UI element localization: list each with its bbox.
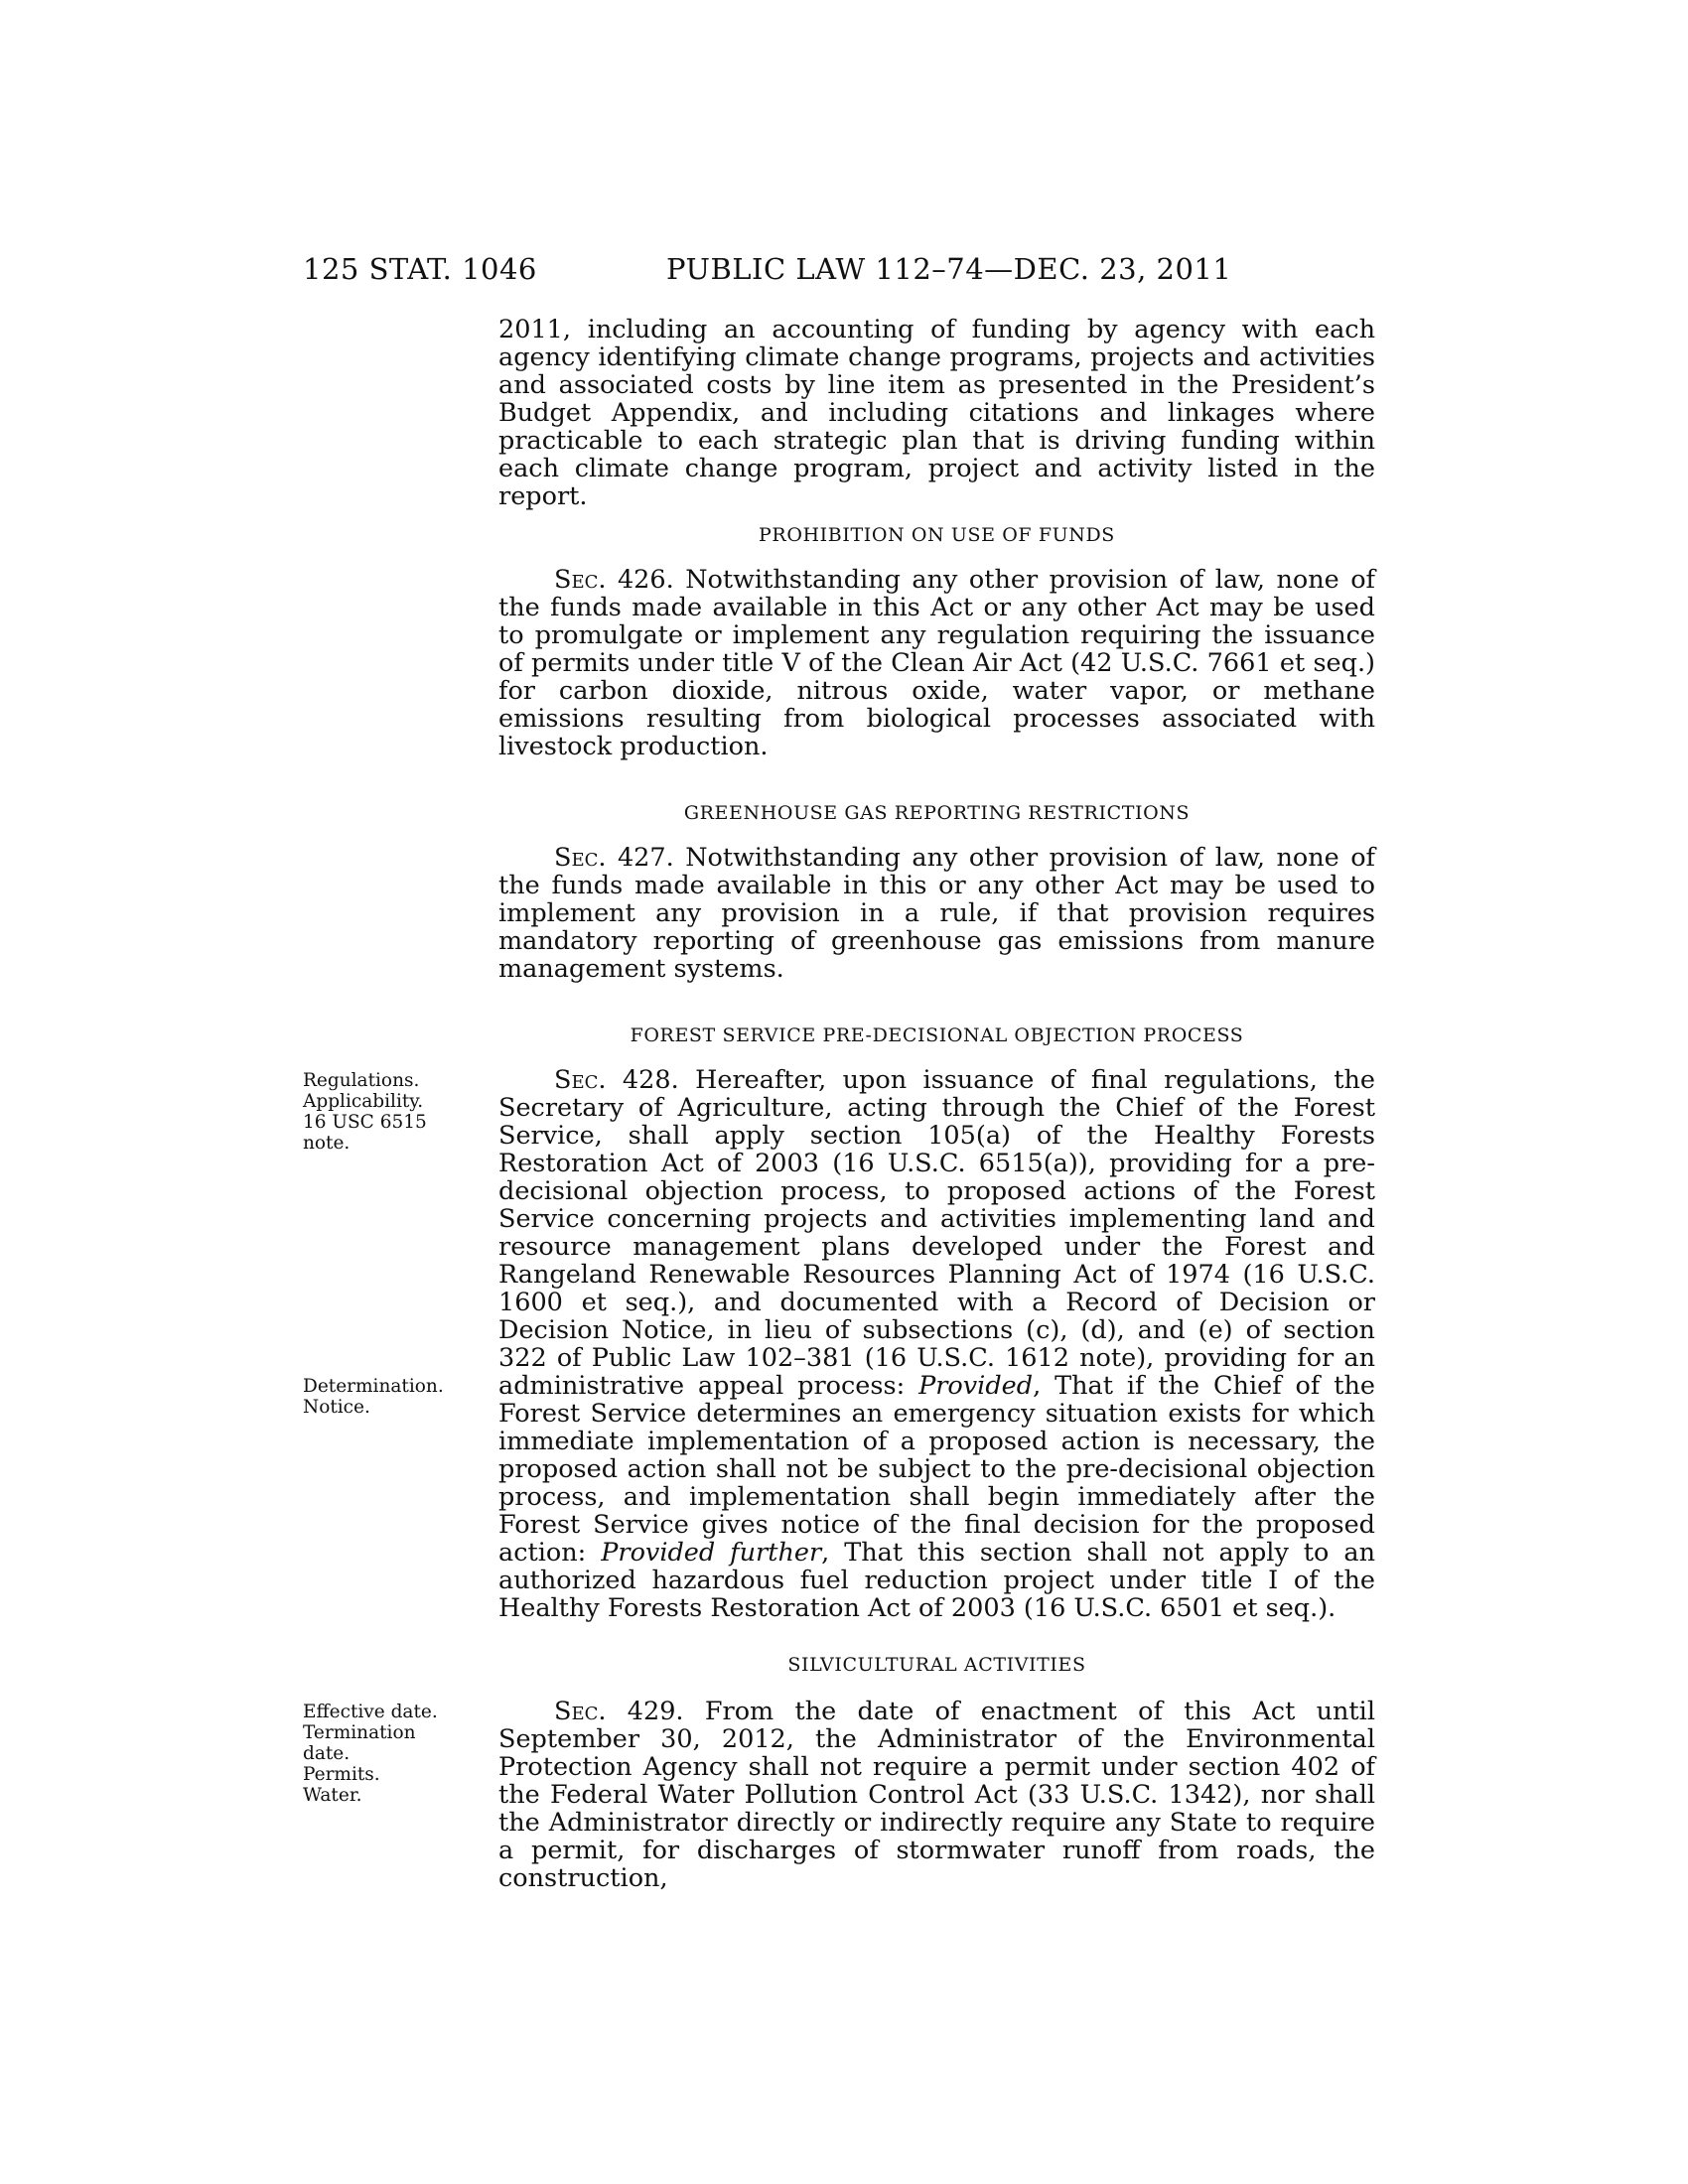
proviso-further-italic: Provided further	[601, 1538, 822, 1568]
margin-note-429	[303, 1702, 462, 1806]
margin-note-line: Determination.	[303, 1376, 444, 1397]
section-text-part-a: Hereafter, upon issuance of final regulations, the Secretary of Agriculture, acting through the Chief of the Forest Service, shall apply section 105(a) of the Healthy Forests Restoration Act of 2003 (16 U.S.C. 6515(a)), providing for a pre-decisional objection process, to proposed actions of the Forest Service concerning projects and activities implementing land and resource management plans developed under the Forest and Rangeland Renewable Resources Planning Act of 1974 (16 U.S.C. 1600 et seq.), and documented with a Record of Decision or Decision Notice, in lieu of subsections (c), (d), and (e) of section 322 of Public Law 102–381 (16 U.S.C. 1612 note), providing for an administrative appeal process:	[498, 1065, 1376, 1401]
section-text: Notwithstanding any other provision of law, none of the funds made available in this Act or any other Act may be used to promulgate or implement any regulation requiring the issuance of permits under title V of the Clean Air Act (42 U.S.C. 7661 et seq.) for carbon dioxide, nitrous oxide, water vapor, or methane emissions resulting from biological processes associated with livestock production.	[498, 565, 1375, 761]
margin-note-428-determination	[303, 1376, 462, 1418]
margin-note-428-regulations	[303, 1070, 462, 1154]
section-number: 428.	[622, 1065, 679, 1095]
margin-note-line: date.	[303, 1743, 351, 1764]
section-427-paragraph	[498, 844, 1375, 983]
public-law-citation: PUBLIC LAW 112–74—DEC. 23, 2011	[666, 252, 1232, 286]
margin-note-line: 16 USC 6515	[303, 1112, 427, 1133]
proviso-italic: Provided	[918, 1371, 1034, 1401]
section-426-paragraph	[498, 566, 1375, 760]
stat-page-number: 125 STAT. 1046	[303, 252, 537, 286]
section-427-heading: GREENHOUSE GAS REPORTING RESTRICTIONS	[683, 802, 1191, 824]
section-text-part-c: , That this section shall not apply to an authorized hazardous fuel reduction project under title I of the Healthy Forests Restoration Act of 2003 (16 U.S.C. 6501 et seq.).	[498, 1538, 1375, 1623]
section-text-part-b: , That if the Chief of the Forest Service determines an emergency situation exists for which immediate implementation of a proposed action is necessary, the proposed action shall not be subject to the pre-decisional objection process, and implementation shall begin immediately after the Forest Service gives notice of the final decision for the proposed action:	[498, 1371, 1375, 1568]
margin-note-line: Regulations.	[303, 1070, 420, 1091]
margin-note-line: Termination	[303, 1722, 416, 1743]
section-429-block	[498, 1698, 1375, 1892]
sec-label: Sec.	[554, 843, 607, 873]
section-number: 426.	[617, 565, 674, 595]
margin-note-line: Effective date.	[303, 1702, 438, 1722]
section-426-block	[498, 566, 1375, 760]
continuation-paragraph: 2011, including an accounting of funding by agency with each agency identifying climate change programs, projects and activities and associated costs by line item as presented in the President’s Budget Appendix, and including citations and linkages where practicable to each strategic plan that is driving funding within each climate change program, project and activity listed in the report.	[498, 315, 1375, 511]
section-text: From the date of enactment of this Act until September 30, 2012, the Administrator of the Environmental Protection Agency shall not require a permit under section 402 of the Federal Water Pollution Control Act (33 U.S.C. 1342), nor shall the Administrator directly or indirectly require any State to require a permit, for discharges of stormwater runoff from roads, the construction,	[498, 1697, 1375, 1893]
section-429-heading: SILVICULTURAL ACTIVITIES	[787, 1654, 1086, 1676]
section-text: Notwithstanding any other provision of law, none of the funds made available in this or any other Act may be used to implement any provision in a rule, if that provision requires mandatory reporting of greenhouse gas emissions from manure management systems.	[498, 843, 1375, 984]
section-number: 427.	[617, 843, 674, 873]
continuation-block	[498, 316, 1375, 510]
section-number: 429.	[627, 1697, 684, 1726]
margin-note-line: Permits.	[303, 1764, 380, 1785]
section-426-heading: PROHIBITION ON USE OF FUNDS	[759, 524, 1115, 546]
margin-note-line: Water.	[303, 1785, 362, 1806]
margin-note-line: note.	[303, 1133, 351, 1154]
section-428-block	[498, 1066, 1375, 1622]
margin-note-line: Notice.	[303, 1397, 370, 1418]
sec-label: Sec.	[554, 1065, 607, 1095]
section-429-paragraph	[498, 1698, 1375, 1892]
sec-label: Sec.	[554, 565, 607, 595]
section-428-paragraph	[498, 1066, 1375, 1622]
running-header	[303, 252, 1375, 292]
sec-label: Sec.	[554, 1697, 607, 1726]
section-428-heading: FOREST SERVICE PRE-DECISIONAL OBJECTION PROCESS	[630, 1024, 1244, 1046]
margin-note-line: Applicability.	[303, 1091, 424, 1112]
section-427-block	[498, 844, 1375, 983]
